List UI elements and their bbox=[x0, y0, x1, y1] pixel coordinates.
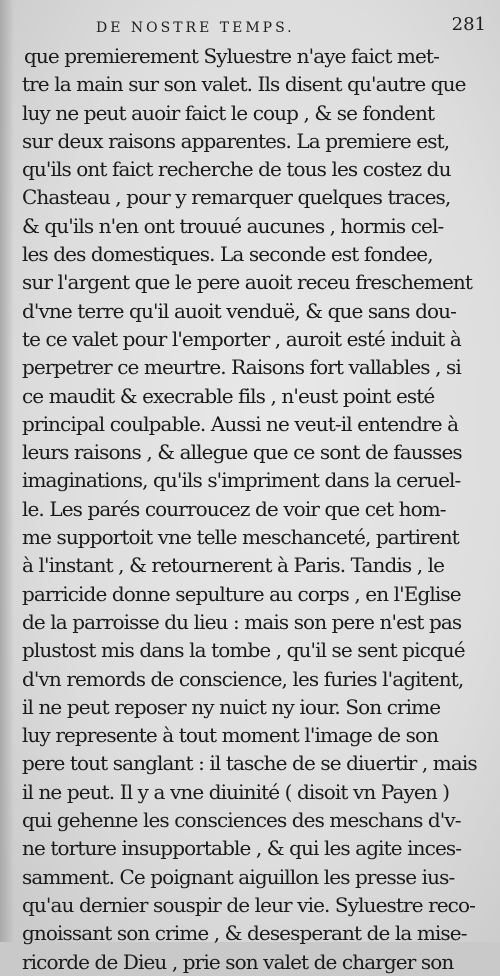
text-line: parricide donne sepulture au corps , en l'Eglise bbox=[22, 581, 461, 606]
text-line: ce maudit & execrable fils , n'eust point esté bbox=[22, 383, 435, 408]
text-line: qu'au dernier souspir de leur vie. Syluestre reco- bbox=[22, 892, 475, 917]
text-line: qui gehenne les consciences des meschans d'v- bbox=[22, 808, 461, 833]
page-header bbox=[0, 14, 500, 40]
text-line: tre la main sur son valet. Ils disent qu'autre que bbox=[22, 72, 466, 97]
text-line: te ce valet pour l'emporter , auroit esté induit à bbox=[22, 326, 461, 351]
text-line: il ne peut reposer ny nuict ny iour. Son crime bbox=[22, 694, 441, 719]
text-line: plustost mis dans la tombe , qu'il se sent picqué bbox=[22, 638, 465, 663]
page-number: 281 bbox=[451, 14, 486, 35]
text-line: que premierement Syluestre n'aye faict met- bbox=[24, 44, 439, 68]
text-line: il ne peut. Il y a vne diuinité ( disoit vn Payen ) bbox=[22, 779, 450, 804]
text-line: luy ne peut auoir faict le coup , & se fondent bbox=[22, 100, 435, 125]
text-line: ne torture insupportable , & qui les agite inces- bbox=[22, 836, 462, 861]
text-line: de la parroisse du lieu : mais son pere n'est pas bbox=[22, 609, 462, 634]
text-line: imaginations, qu'ils s'impriment dans la ceruel- bbox=[22, 468, 461, 493]
text-line: principal coulpable. Aussi ne veut-il entendre à bbox=[22, 411, 459, 436]
text-line: me supportoit vne telle meschanceté, partirent bbox=[22, 525, 459, 550]
text-line: samment. Ce poignant aiguillon les presse ius- bbox=[22, 864, 455, 889]
text-line: gnoissant son crime , & desesperant de la mise- bbox=[22, 921, 467, 946]
text-line: perpetrer ce meurtre. Raisons fort vallables , si bbox=[22, 355, 461, 380]
text-line: à l'instant , & retournerent à Paris. Tandis , le bbox=[22, 553, 445, 578]
text-line: le. Les parés courroucez de voir que cet hom- bbox=[22, 496, 446, 521]
text-line: luy represente à tout moment l'image de son bbox=[22, 723, 439, 748]
text-line: d'vne terre qu'il auoit venduë, & que sans dou- bbox=[22, 298, 456, 323]
spine-shadow bbox=[0, 0, 14, 942]
text-line: Chasteau , pour y remarquer quelques traces, bbox=[22, 185, 451, 210]
running-head: DE NOSTRE TEMPS. bbox=[96, 20, 295, 36]
text-line: ricorde de Dieu , prie son valet de charger son bbox=[22, 949, 454, 974]
text-line: leurs raisons , & allegue que ce sont de fausses bbox=[22, 440, 462, 465]
text-line: les des domestiques. La seconde est fondee, bbox=[22, 242, 433, 267]
text-line: & qu'ils n'en ont trouué aucunes , hormis cel- bbox=[22, 213, 444, 238]
text-line: sur deux raisons apparentes. La premiere est, bbox=[22, 128, 450, 153]
body-text bbox=[22, 42, 482, 976]
text-line: sur l'argent que le pere auoit receu freschement bbox=[22, 270, 473, 295]
text-line: qu'ils ont faict recherche de tous les costez du bbox=[22, 157, 451, 182]
text-line: d'vn remords de conscience, les furies l'agitent, bbox=[22, 666, 464, 691]
text-line: pere tout sanglant : il tasche de se diuertir , mais bbox=[22, 751, 477, 776]
